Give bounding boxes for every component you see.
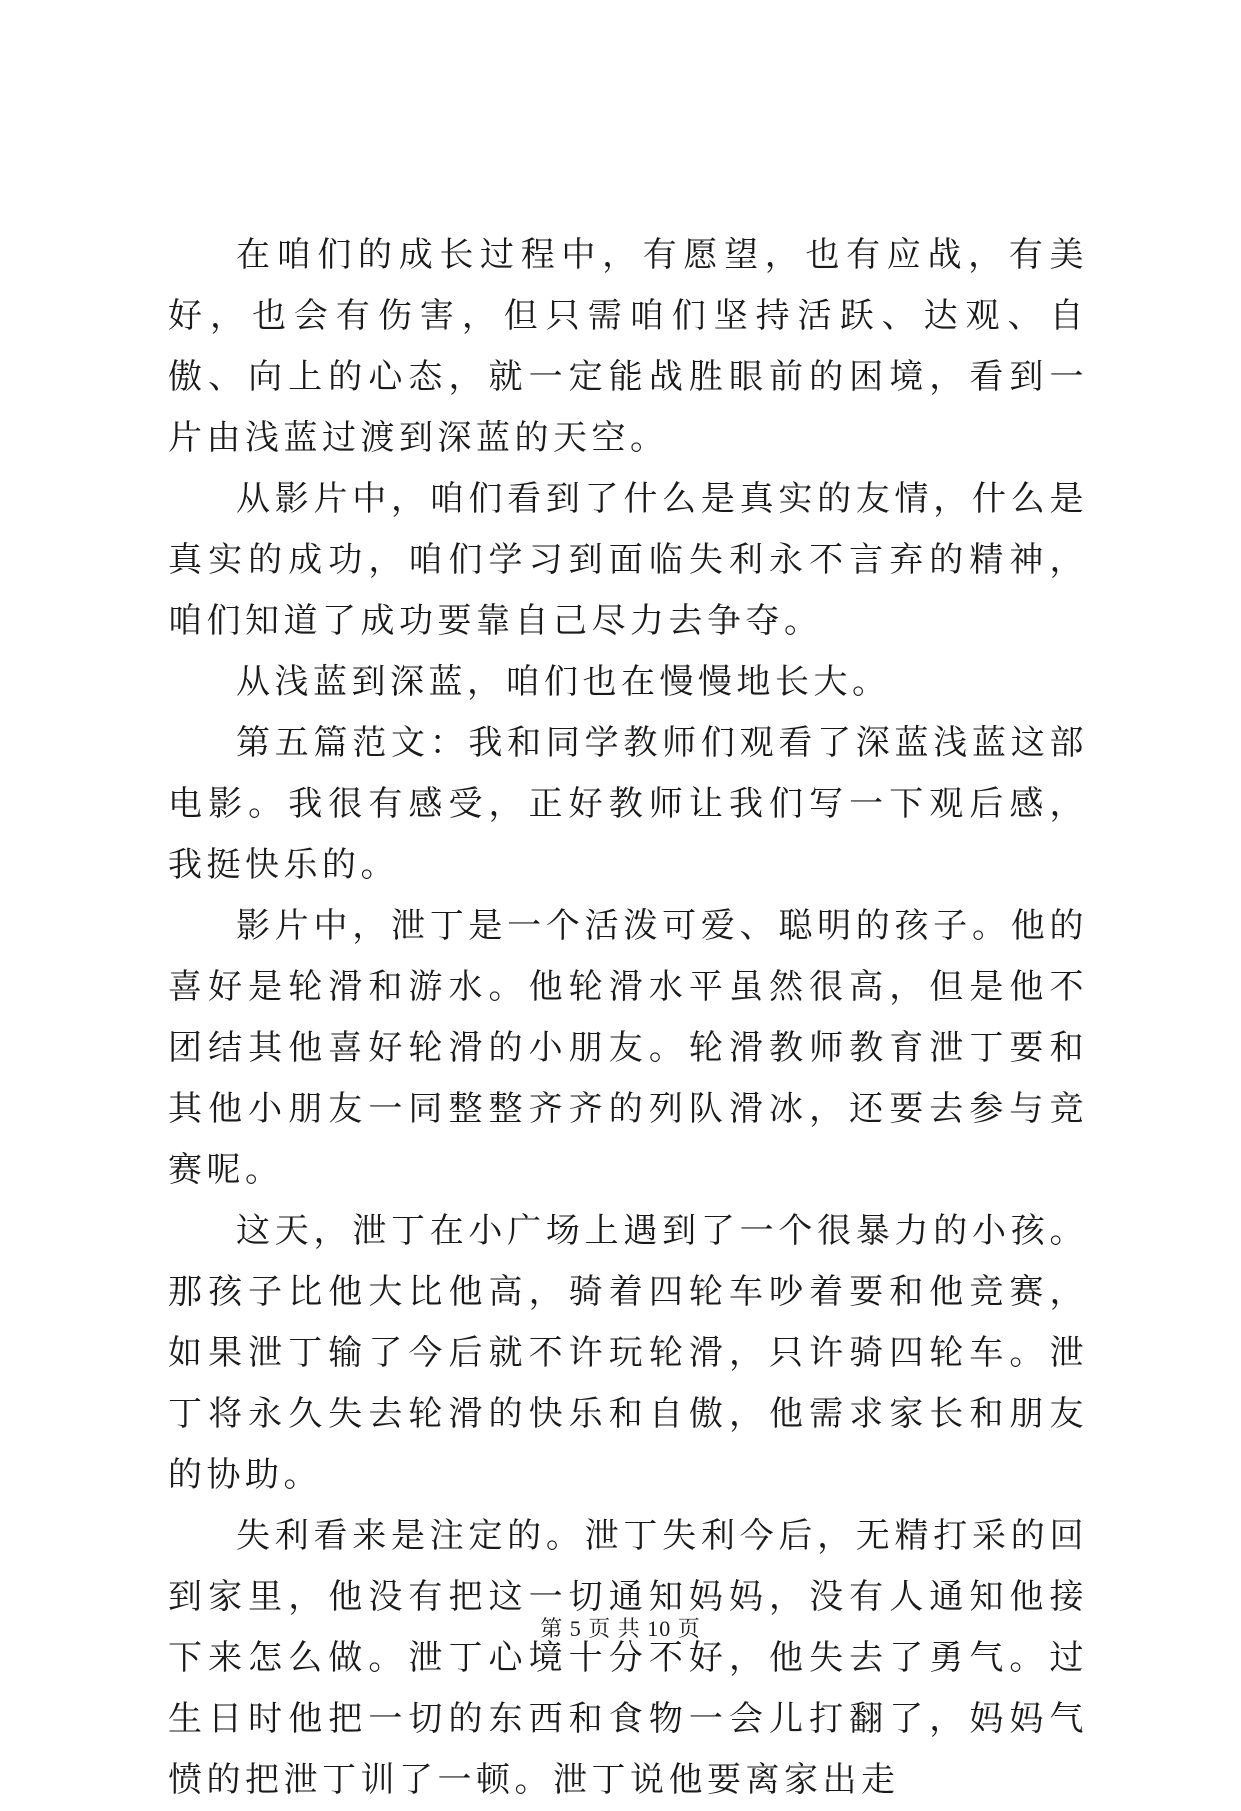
paragraph: 影片中，泄丁是一个活泼可爱、聪明的孩子。他的喜好是轮滑和游水。他轮滑水平虽然很高，但是他不团结其他喜好轮滑的小朋友。轮滑教师教育泄丁要和其他小朋友一同整整齐齐的列队滑冰，还要去参与竞赛呢。 — [168, 906, 1088, 1190]
body-text — [168, 225, 1088, 1811]
paragraph: 这天，泄丁在小广场上遇到了一个很暴力的小孩。那孩子比他大比他高，骑着四轮车吵着要和他竞赛，如果泄丁输了今后就不许玩轮滑，只许骑四轮车。泄丁将永久失去轮滑的快乐和自傲，他需求家长和朋友的协助。 — [168, 1211, 1088, 1495]
paragraph: 在咱们的成长过程中，有愿望，也有应战，有美好，也会有伤害，但只需咱们坚持活跃、达观、自傲、向上的心态，就一定能战胜眼前的困境，看到一片由浅蓝过渡到深蓝的天空。 — [168, 235, 1088, 458]
paragraph: 从浅蓝到深蓝，咱们也在慢慢地长大。 — [236, 662, 891, 702]
page-footer: 第 5 页 共 10 页 — [540, 1616, 701, 1641]
paragraph: 失利看来是注定的。泄丁失利今后，无精打采的回到家里，他没有把这一切通知妈妈，没有人通知他接下来怎么做。泄丁心境十分不好，他失去了勇气。过生日时他把一切的东西和食物一会儿打翻了，妈妈气愤的把泄丁训了一顿。泄丁说他要离家出走 — [168, 1516, 1088, 1800]
paragraph: 第五篇范文：我和同学教师们观看了深蓝浅蓝这部电影。我很有感受，正好教师让我们写一下观后感，我挺快乐的。 — [168, 723, 1088, 885]
paragraph: 从影片中，咱们看到了什么是真实的友情，什么是真实的成功，咱们学习到面临失利永不言弃的精神，咱们知道了成功要靠自己尽力去争夺。 — [168, 479, 1088, 641]
